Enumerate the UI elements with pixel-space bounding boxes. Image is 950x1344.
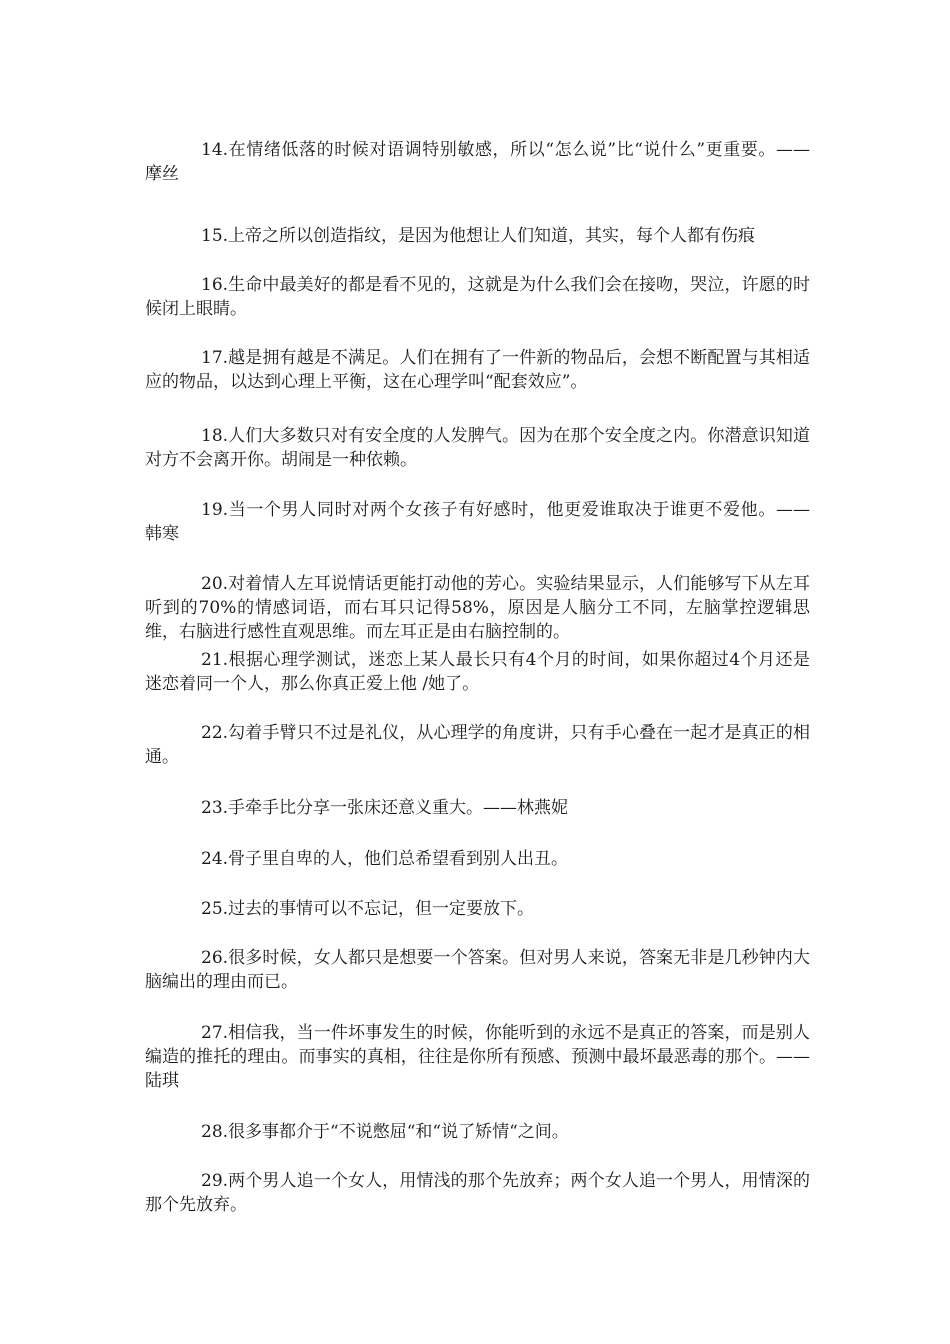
paragraph-27: 27.相信我，当一件坏事发生的时候，你能听到的永远不是真正的答案，而是别人编造的推托的理由。而事实的真相，往往是你所有预感、预测中最坏最恶毒的那个。——陆琪 <box>145 1023 810 1091</box>
paragraph-16: 16.生命中最美好的都是看不见的，这就是为什么我们会在接吻，哭泣，许愿的时候闭上眼睛。 <box>145 275 810 319</box>
paragraph-21: 21.根据心理学测试，迷恋上某人最长只有4个月的时间，如果你超过4个月还是迷恋着同一个人，那么你真正爱上他 /她了。 <box>145 650 810 694</box>
paragraph-18: 18.人们大多数只对有安全度的人发脾气。因为在那个安全度之内。你潜意识知道对方不会离开你。胡闹是一种依赖。 <box>145 426 810 470</box>
paragraph-26: 26.很多时候，女人都只是想要一个答案。但对男人来说，答案无非是几秒钟内大脑编出的理由而已。 <box>145 948 810 992</box>
paragraph-28: 28.很多事都介于“不说憋屈“和“说了矫情“之间。 <box>201 1122 569 1142</box>
paragraph-29: 29.两个男人追一个女人，用情浅的那个先放弃；两个女人追一个男人，用情深的那个先放弃。 <box>145 1171 810 1215</box>
paragraph-24: 24.骨子里自卑的人，他们总希望看到别人出丑。 <box>201 849 569 869</box>
paragraph-15: 15.上帝之所以创造指纹，是因为他想让人们知道，其实，每个人都有伤痕 <box>201 226 756 246</box>
paragraph-23: 23.手牵手比分享一张床还意义重大。——林燕妮 <box>201 798 569 818</box>
paragraph-17: 17.越是拥有越是不满足。人们在拥有了一件新的物品后，会想不断配置与其相适应的物品，以达到心理上平衡，这在心理学叫“配套效应”。 <box>145 348 810 392</box>
paragraph-20: 20.对着情人左耳说情话更能打动他的芳心。实验结果显示，人们能够写下从左耳听到的70%的情感词语，而右耳只记得58%，原因是人脑分工不同，左脑掌控逻辑思维，右脑进行感性直观思维。而左耳正是由右脑控制的。 <box>145 574 810 642</box>
paragraph-14: 14.在情绪低落的时候对语调特别敏感，所以“怎么说”比“说什么”更重要。—— 摩丝 <box>145 140 810 184</box>
paragraph-25: 25.过去的事情可以不忘记，但一定要放下。 <box>201 899 535 919</box>
paragraph-19: 19.当一个男人同时对两个女孩子有好感时，他更爱谁取决于谁更不爱他。—— 韩寒 <box>145 500 810 544</box>
paragraph-22: 22.勾着手臂只不过是礼仪，从心理学的角度讲，只有手心叠在一起才是真正的相通。 <box>145 723 810 767</box>
